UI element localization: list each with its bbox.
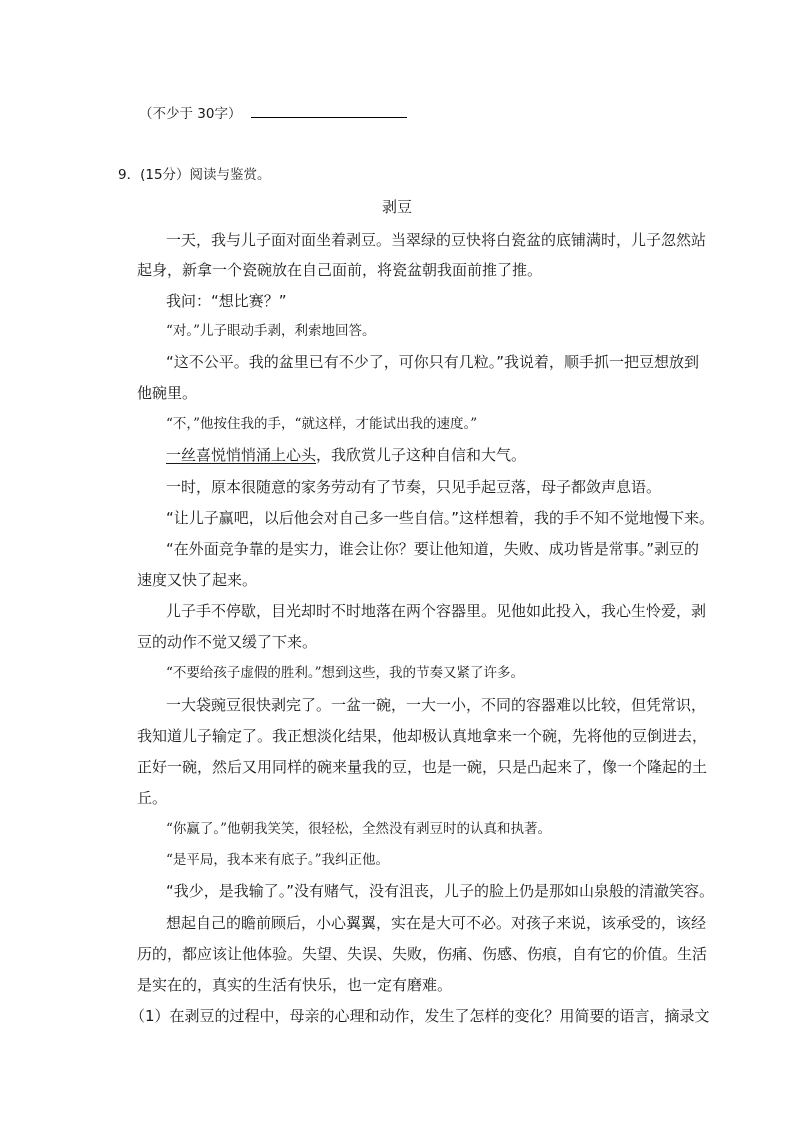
paragraph-7: 一时，原本很随意的家务劳动有了节奏，只见手起豆落，母子都敛声息语。 xyxy=(166,478,662,496)
paragraph-6 xyxy=(166,445,526,465)
question-header: 9．(15分）阅读与鉴赏。 xyxy=(118,167,271,183)
paragraph-16-line-1: 想起自己的瞻前顾后，小心翼翼，实在是大可不必。对孩子来说，该承受的，该经 xyxy=(166,914,707,932)
paragraph-4-line-2: 他碗里。 xyxy=(137,384,198,402)
paragraph-10-line-2: 豆的动作不觉又缓了下来。 xyxy=(137,633,318,651)
paragraph-13: “你赢了。”他朝我笑笑，很轻松，全然没有剥豆时的认真和执著。 xyxy=(166,821,552,837)
paragraph-2: 我问：“想比赛？” xyxy=(166,292,287,310)
answer-prompt-line xyxy=(139,103,407,124)
paragraph-15: “我少，是我输了。”没有赌气，没有沮丧，儿子的脸上仍是那如山泉般的清澈笑容。 xyxy=(166,882,715,900)
paragraph-12-line-4: 丘。 xyxy=(137,789,168,807)
paragraph-5: “不，”他按住我的手，“就这样，才能试出我的速度。” xyxy=(166,416,478,432)
paragraph-6-rest: ，我欣赏儿子这种自信和大气。 xyxy=(316,446,527,464)
underlined-sentence: 一丝喜悦悄悄涌上心头 xyxy=(166,446,317,464)
paragraph-1-line-2: 起身，新拿一个瓷碗放在自己面前，将瓷盆朝我面前推了推。 xyxy=(137,261,543,279)
paragraph-12-line-3: 正好一碗，然后又用同样的碗来量我的豆，也是一碗，只是凸起来了，像一个隆起的土 xyxy=(137,758,708,776)
paragraph-8: “让儿子赢吧，以后他会对自己多一些自信。”这样想着，我的手不知不觉地慢下来。 xyxy=(166,509,715,527)
paragraph-4-line-1: “这不公平。我的盆里已有不少了，可你只有几粒。”我说着，顺手抓一把豆想放到 xyxy=(166,353,700,371)
paragraph-1-line-1: 一天，我与儿子面对面坐着剥豆。当翠绿的豆快将白瓷盆的底铺满时，儿子忽然站 xyxy=(166,231,707,249)
passage-title: 剥豆 xyxy=(381,198,412,216)
answer-blank-line xyxy=(251,103,407,118)
paragraph-16-line-2: 历的，都应该让他体验。失望、失误、失败，伤痛、伤感、伤痕，自有它的价值。生活 xyxy=(137,945,708,963)
paragraph-16-line-3: 是实在的，真实的生活有快乐，也一定有磨难。 xyxy=(137,976,453,994)
paragraph-9-line-1: “在外面竞争靠的是实力，谁会让你？要让他知道，失败、成功皆是常事。”剥豆的 xyxy=(166,540,700,558)
paragraph-12-line-1: 一大袋豌豆很快剥完了。一盆一碗，一大一小，不同的容器难以比较，但凭常识， xyxy=(166,696,707,714)
paragraph-9-line-2: 速度又快了起来。 xyxy=(137,571,258,589)
paragraph-10-line-1: 儿子手不停歇，目光却时不时地落在两个容器里。见他如此投入，我心生怜爱，剥 xyxy=(166,602,707,620)
paragraph-14: “是平局，我本来有底子。”我纠正他。 xyxy=(166,852,390,868)
paragraph-11: “不要给孩子虚假的胜利。”想到这些，我的节奏又紧了许多。 xyxy=(166,665,525,681)
paragraph-12-line-2: 我知道儿子输定了。我正想淡化结果，他却极认真地拿来一个碗，先将他的豆倒进去， xyxy=(137,727,708,745)
paragraph-3: “对。”儿子眼动手剥，利索地回答。 xyxy=(166,323,376,339)
sub-question-1: （1）在剥豆的过程中，母亲的心理和动作，发生了怎样的变化？用简要的语言，摘录文 xyxy=(130,1007,710,1025)
answer-prompt-label: （不少于 30字） xyxy=(139,106,242,122)
